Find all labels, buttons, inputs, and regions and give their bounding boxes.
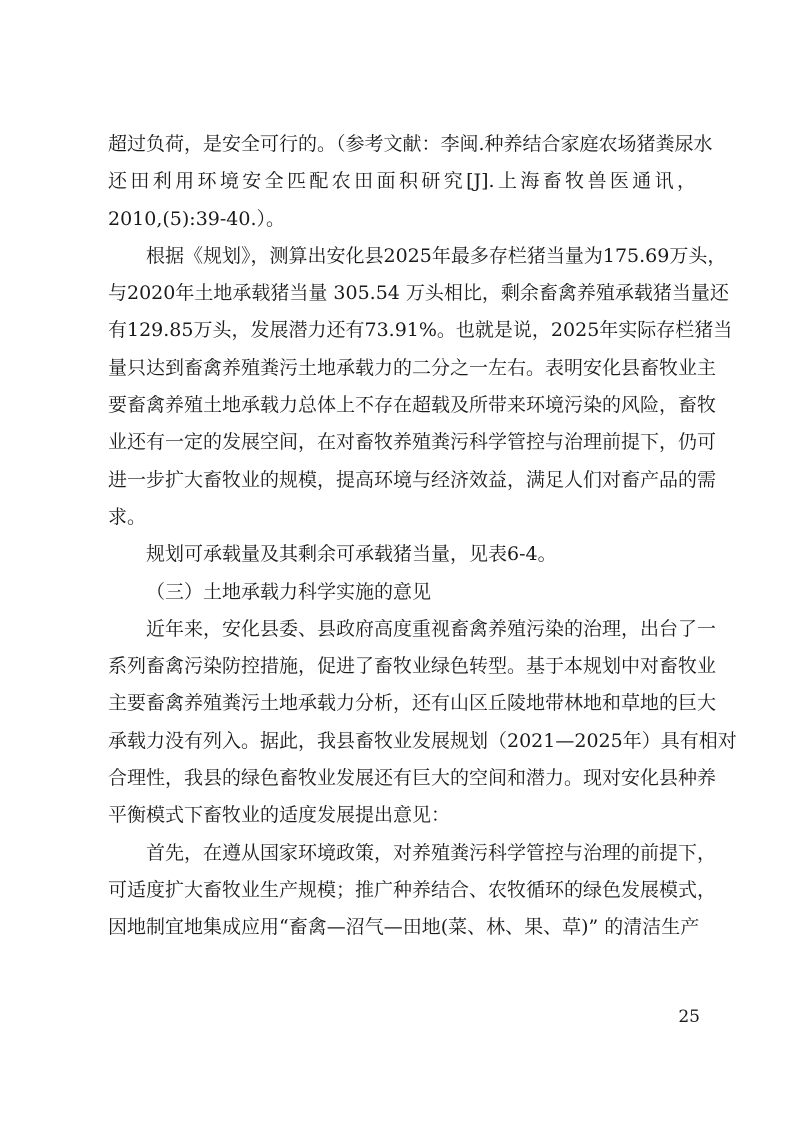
text-line: 量只达到畜禽养殖粪污土地承载力的二分之一左右。表明安化县畜牧业主 bbox=[108, 356, 717, 379]
text-line: 2010,(5):39-40.）。 bbox=[108, 207, 286, 230]
text-line: 超过负荷，是安全可行的。（参考文献：李闽.种养结合家庭农场猪粪尿水 bbox=[108, 133, 713, 155]
text-line: 业还有一定的发展空间，在对畜牧养殖粪污科学管控与治理前提下，仍可 bbox=[108, 431, 717, 454]
section-heading: （三）土地承载力科学实施的意见 bbox=[146, 580, 432, 603]
text-line: 合理性，我县的绿色畜牧业发展还有巨大的空间和潜力。现对安化县种养 bbox=[108, 767, 717, 790]
page-number: 25 bbox=[678, 1007, 700, 1027]
text-line: 要畜禽养殖土地承载力总体上不存在超载及所带来环境污染的风险，畜牧 bbox=[108, 394, 717, 417]
text-line: 进一步扩大畜牧业的规模，提高环境与经济效益，满足人们对畜产品的需 bbox=[108, 468, 717, 491]
text-line: 平衡模式下畜牧业的适度发展提出意见： bbox=[108, 804, 451, 827]
text-line: 还田利用环境安全匹配农田面积研究[J].上海畜牧兽医通讯， bbox=[108, 170, 696, 193]
text-line: 承载力没有列入。据此，我县畜牧业发展规划（2021—2025年）具有相对 bbox=[108, 729, 737, 752]
text-line: 因地制宜地集成应用“畜禽—沼气—田地(菜、林、果、草)” 的清洁生产 bbox=[108, 916, 700, 939]
text-line: 首先，在遵从国家环境政策，对养殖粪污科学管控与治理的前提下， bbox=[146, 841, 717, 864]
text-line: 根据《规划》，测算出安化县2025年最多存栏猪当量为175.69万头， bbox=[146, 244, 727, 267]
text-line: 与2020年土地承载猪当量 305.54 万头相比，剩余畜禽养殖承载猪当量还 bbox=[108, 282, 729, 305]
text-line: 近年来，安化县委、县政府高度重视畜禽养殖污染的治理，出台了一 bbox=[146, 617, 717, 640]
text-line: 主要畜禽养殖粪污土地承载力分析，还有山区丘陵地带林地和草地的巨大 bbox=[108, 692, 717, 715]
document-body bbox=[108, 126, 737, 947]
text-line: 可适度扩大畜牧业生产规模；推广种养结合、农牧循环的绿色发展模式， bbox=[108, 878, 717, 901]
text-line: 求。 bbox=[108, 505, 147, 528]
text-line: 系列畜禽污染防控措施，促进了畜牧业绿色转型。基于本规划中对畜牧业 bbox=[108, 655, 717, 678]
text-line: 有129.85万头，发展潜力还有73.91%。也就是说，2025年实际存栏猪当 bbox=[108, 319, 733, 342]
text-line: 规划可承载量及其剩余可承载猪当量，见表6-4。 bbox=[146, 543, 557, 566]
